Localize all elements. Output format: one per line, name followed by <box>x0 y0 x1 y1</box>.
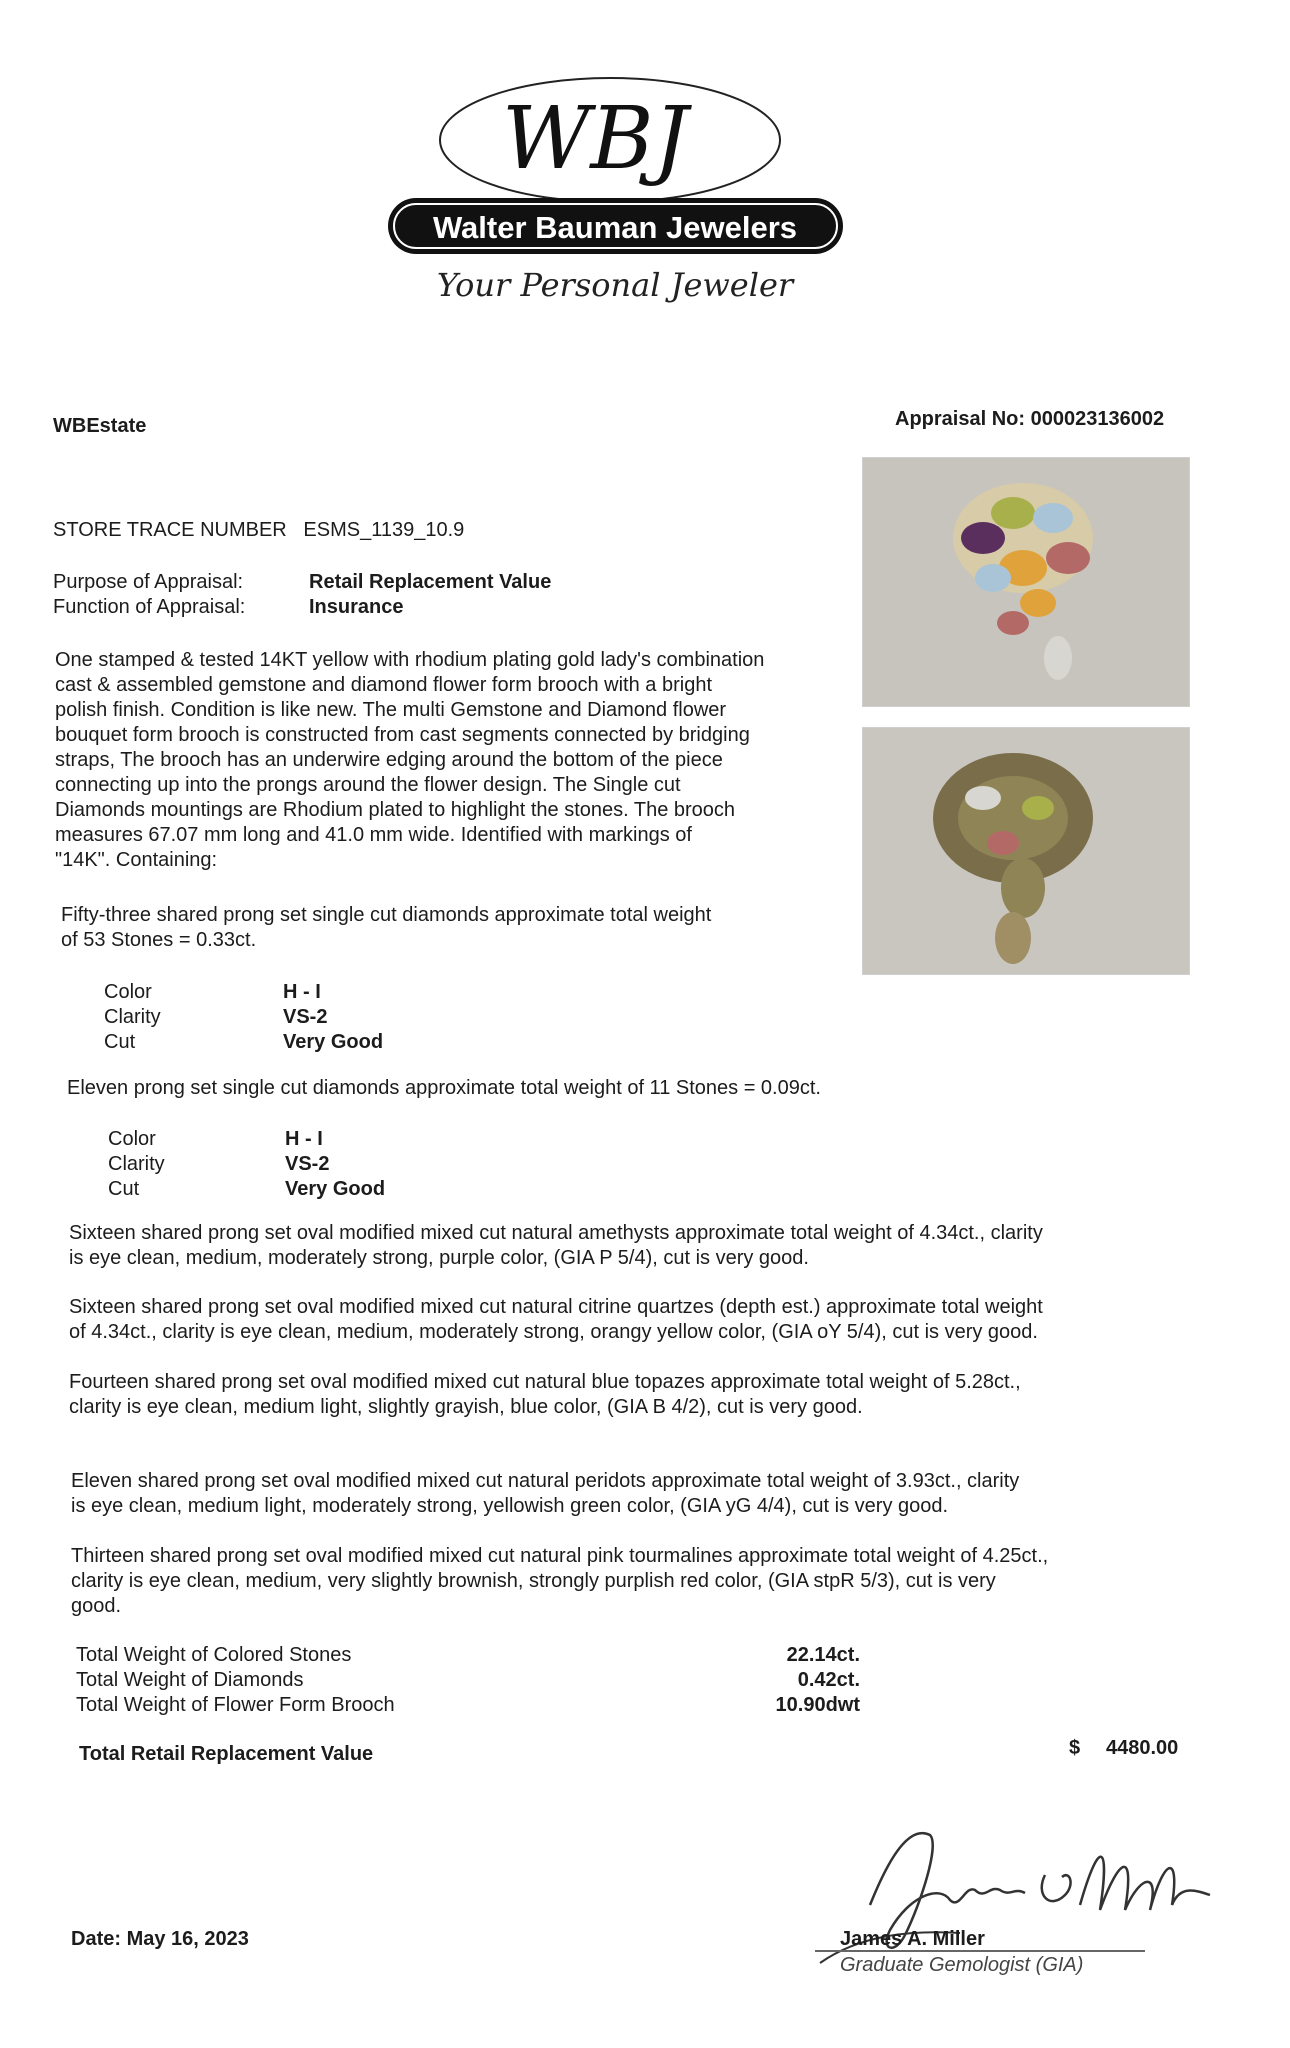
replacement-amount: 4480.00 <box>1106 1737 1179 1759</box>
diamonds-group-2: Eleven prong set single cut diamonds approximate total weight of 11 Stones = 0.09ct. <box>67 1077 821 1099</box>
diamonds-group-1: Fifty-three shared prong set single cut diamonds approximate total weight of 53 Stones = 0.33ct. <box>61 904 712 951</box>
gemstone-pink-tourmaline: Thirteen shared prong set oval modified mixed cut natural pink tourmalines approximate total weight of 4.25ct., clarity is eye clean, medium, very slightly brownish, strongly purplish red color, (GIA stpR 5/3), cut is very good. <box>71 1545 1049 1617</box>
totals-values: 22.14ct. 0.42ct. 10.90dwt <box>775 1644 860 1716</box>
svg-text:WBJ: WBJ <box>501 89 689 189</box>
diamonds-1-grade-labels: Color Clarity Cut <box>104 981 161 1053</box>
appraisal-number: Appraisal No: 000023136002 <box>895 408 1165 430</box>
account-name: WBEstate <box>53 415 147 437</box>
totals-labels: Total Weight of Colored Stones Total Weight of Diamonds Total Weight of Flower Form Brooch <box>76 1644 395 1716</box>
walter-bauman-jewelers-logo <box>370 70 890 330</box>
signer-name: James A. Miller <box>840 1928 985 1950</box>
gemstone-peridot: Eleven shared prong set oval modified mixed cut natural peridots approximate total weight of 3.93ct., clarity is eye clean, medium light, moderately strong, yellowish green color, (GIA yG 4/4), cut is very good. <box>71 1470 1020 1517</box>
signer-title: Graduate Gemologist (GIA) <box>840 1954 1084 1976</box>
function-label: Function of Appraisal: <box>53 596 246 618</box>
diamonds-1-grade-values: H - I VS-2 Very Good <box>283 981 384 1053</box>
replacement-value-label: Total Retail Replacement Value <box>79 1743 374 1765</box>
gemstone-blue-topaz: Fourteen shared prong set oval modified mixed cut natural blue topazes approximate total weight of 5.28ct., clarity is eye clean, medium light, slightly grayish, blue color, (GIA B 4/2), cut is very good. <box>69 1371 1021 1418</box>
appraisal-date: Date: May 16, 2023 <box>71 1928 249 1950</box>
brooch-back-photo <box>862 727 1190 975</box>
gemstone-citrine: Sixteen shared prong set oval modified mixed cut natural citrine quartzes (depth est.) approximate total weight of 4.34ct., clarity is eye clean, medium, moderately strong, orangy yellow color, (GIA oY 5/4), cut is very good. <box>69 1296 1043 1343</box>
logo-tagline: Your Personal Jeweler <box>436 266 794 304</box>
brooch-front-photo <box>862 457 1190 707</box>
purpose-value: Retail Replacement Value <box>309 571 552 593</box>
diamonds-2-grade-values: H - I VS-2 Very Good <box>285 1128 386 1200</box>
store-trace-number: STORE TRACE NUMBER ESMS_1139_10.9 <box>53 519 465 541</box>
replacement-currency: $ <box>1069 1737 1081 1759</box>
logo-name: Walter Bauman Jewelers <box>432 210 798 245</box>
function-value: Insurance <box>309 596 404 618</box>
gemstone-amethyst: Sixteen shared prong set oval modified mixed cut natural amethysts approximate total weight of 4.34ct., clarity is eye clean, medium, moderately strong, purple color, (GIA P 5/4), cut is very good. <box>69 1222 1043 1269</box>
purpose-label: Purpose of Appraisal: <box>53 571 244 593</box>
item-description: One stamped & tested 14KT yellow with rhodium plating gold lady's combination cast & assembled gemstone and diamond flower form brooch with a bright polish finish. Condition is like new. The multi Gemstone and Diamond flower bouquet form brooch is constructed from cast segments connected by bridging straps, The brooch has an underwire edging around the bottom of the piece connecting up into the prongs around the flower design. The Single cut Diamonds mountings are Rhodium plated to highlight the stones. The brooch measures 67.07 mm long and 41.0 mm wide. Identified with markings of "14K". Containing: <box>55 649 765 871</box>
diamonds-2-grade-labels: Color Clarity Cut <box>108 1128 165 1200</box>
